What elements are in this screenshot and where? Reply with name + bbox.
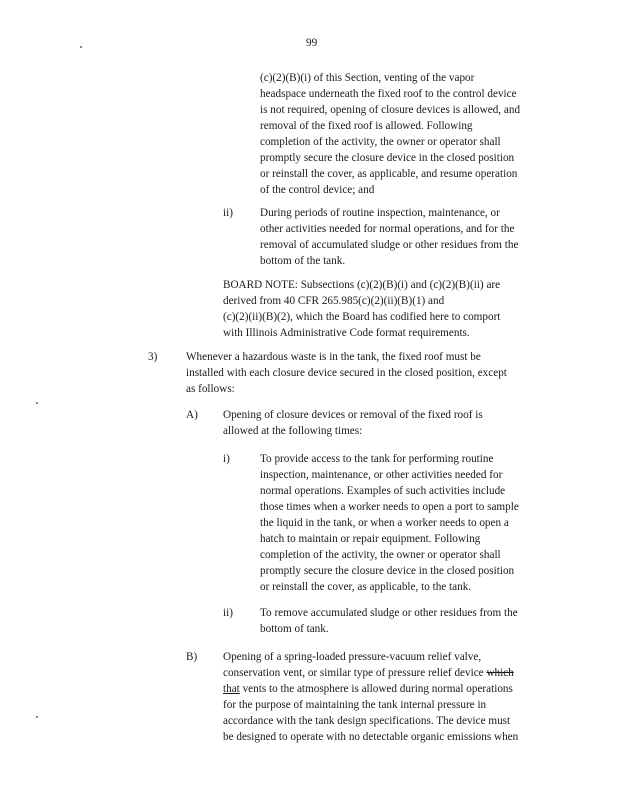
text-line: derived from 40 CFR 265.985(c)(2)(ii)(B)(1) and [223, 295, 445, 307]
text-line: bottom of tank. [260, 623, 329, 635]
scan-speck [36, 716, 38, 718]
scan-speck [80, 46, 82, 48]
text-line: (c)(2)(B)(i) of this Section, venting of the vapor [260, 72, 475, 84]
text-line: other activities needed for normal operations, and for the [260, 223, 515, 235]
deleted-word: which [486, 667, 514, 679]
item-label: A) [186, 409, 198, 421]
text-line: To provide access to the tank for performing routine [260, 453, 494, 465]
text-line: with Illinois Administrative Code format requirements. [223, 327, 470, 339]
text-line-with-deletion [223, 666, 514, 680]
text-line: those times when a worker needs to open a port to sample [260, 501, 519, 513]
text-line: allowed at the following times: [223, 425, 363, 437]
text-line: To remove accumulated sludge or other residues from the [260, 607, 518, 619]
text-line: removal of the fixed roof is allowed. Following [260, 120, 473, 132]
text-line: headspace underneath the fixed roof to the control device [260, 88, 517, 100]
text-line: normal operations. Examples of such activities include [260, 485, 506, 497]
text-line: be designed to operate with no detectable organic emissions when [223, 731, 519, 743]
text-line: accordance with the tank design specifications. The device must [223, 715, 511, 727]
text-line: inspection, maintenance, or other activities needed for [260, 469, 503, 481]
text-line: hatch to maintain or repair equipment. Following [260, 533, 481, 545]
item-label: i) [223, 453, 230, 465]
text-line: Opening of a spring-loaded pressure-vacuum relief valve, [223, 651, 482, 663]
text-line: or reinstall the cover, as applicable, to the tank. [260, 581, 472, 593]
text-line: of the control device; and [260, 184, 375, 196]
page-number: 99 [306, 37, 318, 49]
item-label: 3) [148, 351, 158, 363]
text-line: completion of the activity, the owner or operator shall [260, 549, 501, 561]
text-line: the liquid in the tank, or when a worker needs to open a [260, 517, 509, 529]
text-line: Opening of closure devices or removal of the fixed roof is [223, 409, 483, 421]
inserted-word: that [223, 683, 240, 695]
item-label: ii) [223, 607, 233, 619]
text-line: removal of accumulated sludge or other residues from the [260, 239, 519, 251]
text-run: vents to the atmosphere is allowed during normal operations [239, 683, 513, 695]
text-line: is not required, opening of closure devices is allowed, and [260, 104, 521, 116]
item-label: B) [186, 651, 198, 663]
text-line: installed with each closure device secured in the closed position, except [186, 367, 507, 379]
text-run: conservation vent, or similar type of pressure relief device [223, 667, 487, 679]
text-line-with-insertion [223, 682, 513, 696]
scan-speck [36, 402, 38, 404]
text-line: During periods of routine inspection, maintenance, or [260, 207, 500, 219]
item-label: ii) [223, 207, 233, 219]
text-line: completion of the activity, the owner or operator shall [260, 136, 501, 148]
text-line: as follows: [186, 383, 235, 395]
text-line: for the purpose of maintaining the tank internal pressure in [223, 699, 487, 711]
text-line: (c)(2)(ii)(B)(2), which the Board has codified here to comport [223, 311, 501, 323]
text-line: Whenever a hazardous waste is in the tank, the fixed roof must be [186, 351, 481, 363]
text-line: bottom of the tank. [260, 255, 346, 267]
text-line: promptly secure the closure device in the closed position [260, 152, 515, 164]
text-line: or reinstall the cover, as applicable, and resume operation [260, 168, 518, 180]
text-line: BOARD NOTE: Subsections (c)(2)(B)(i) and (c)(2)(B)(ii) are [223, 279, 501, 291]
text-line: promptly secure the closure device in the closed position [260, 565, 515, 577]
